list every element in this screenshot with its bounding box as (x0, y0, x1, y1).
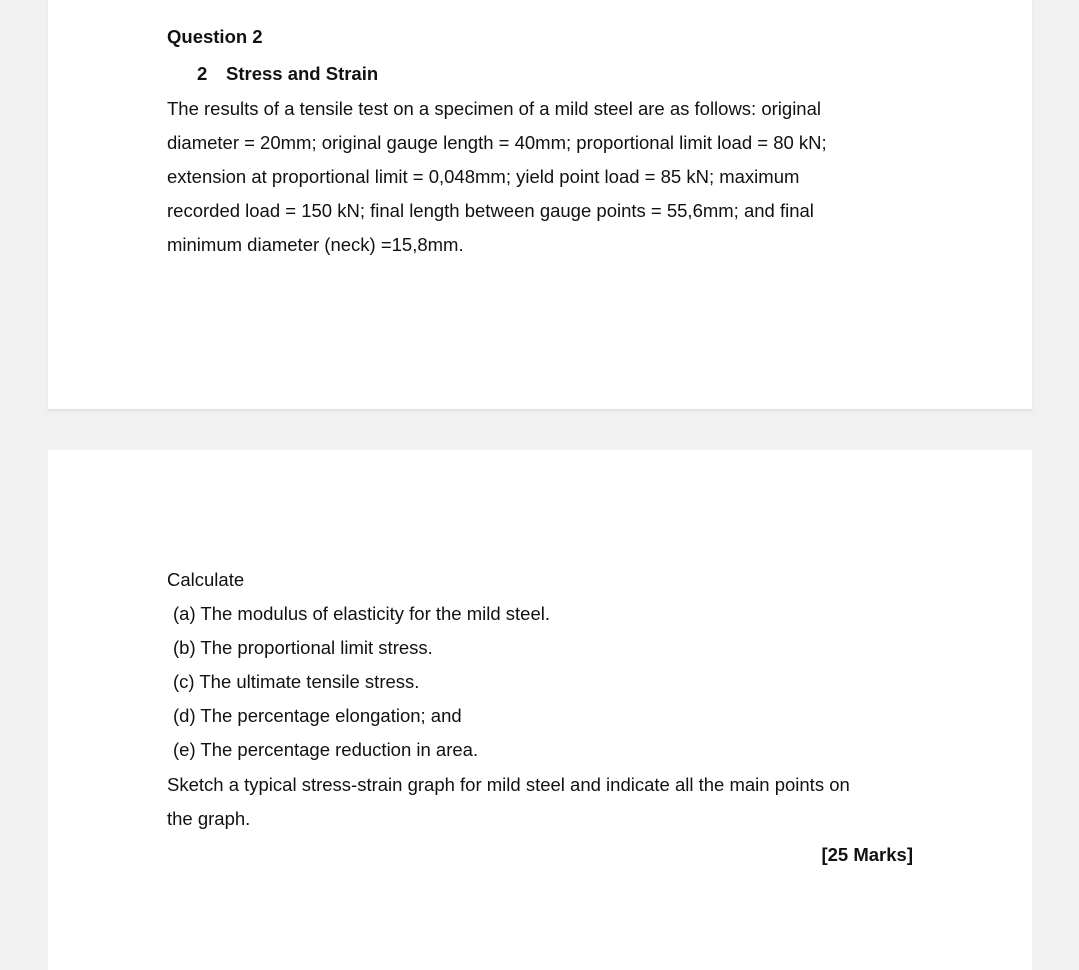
sketch-instruction-line: the graph. (167, 808, 251, 829)
calculation-item-b: (b) The proportional limit stress. (173, 637, 433, 658)
section-title: Stress and Strain (226, 63, 379, 84)
sketch-instruction-line: Sketch a typical stress-strain graph for mild steel and indicate all the main points on (167, 774, 850, 795)
calculation-item-e: (e) The percentage reduction in area. (173, 739, 479, 760)
paragraph-line: extension at proportional limit = 0,048mm; yield point load = 85 kN; maximum (167, 166, 800, 187)
calculation-item-a: (a) The modulus of elasticity for the mild steel. (173, 603, 551, 624)
paragraph-line: recorded load = 150 kN; final length between gauge points = 55,6mm; and final (167, 200, 814, 221)
calculation-item-d: (d) The percentage elongation; and (173, 705, 462, 726)
paragraph-line: The results of a tensile test on a specimen of a mild steel are as follows: original (167, 98, 821, 119)
document-page-2 (48, 450, 1032, 970)
question-paragraph (167, 92, 827, 262)
paragraph-line: minimum diameter (neck) =15,8mm. (167, 234, 464, 255)
marks-label: [25 Marks] (821, 844, 913, 865)
question-heading: Question 2 (167, 26, 263, 47)
calculation-item-c: (c) The ultimate tensile stress. (173, 671, 420, 692)
section-number: 2 (197, 63, 208, 84)
calculate-label: Calculate (167, 569, 245, 590)
paragraph-line: diameter = 20mm; original gauge length = 40mm; proportional limit load = 80 kN; (167, 132, 827, 153)
document-page-1 (48, 0, 1032, 409)
